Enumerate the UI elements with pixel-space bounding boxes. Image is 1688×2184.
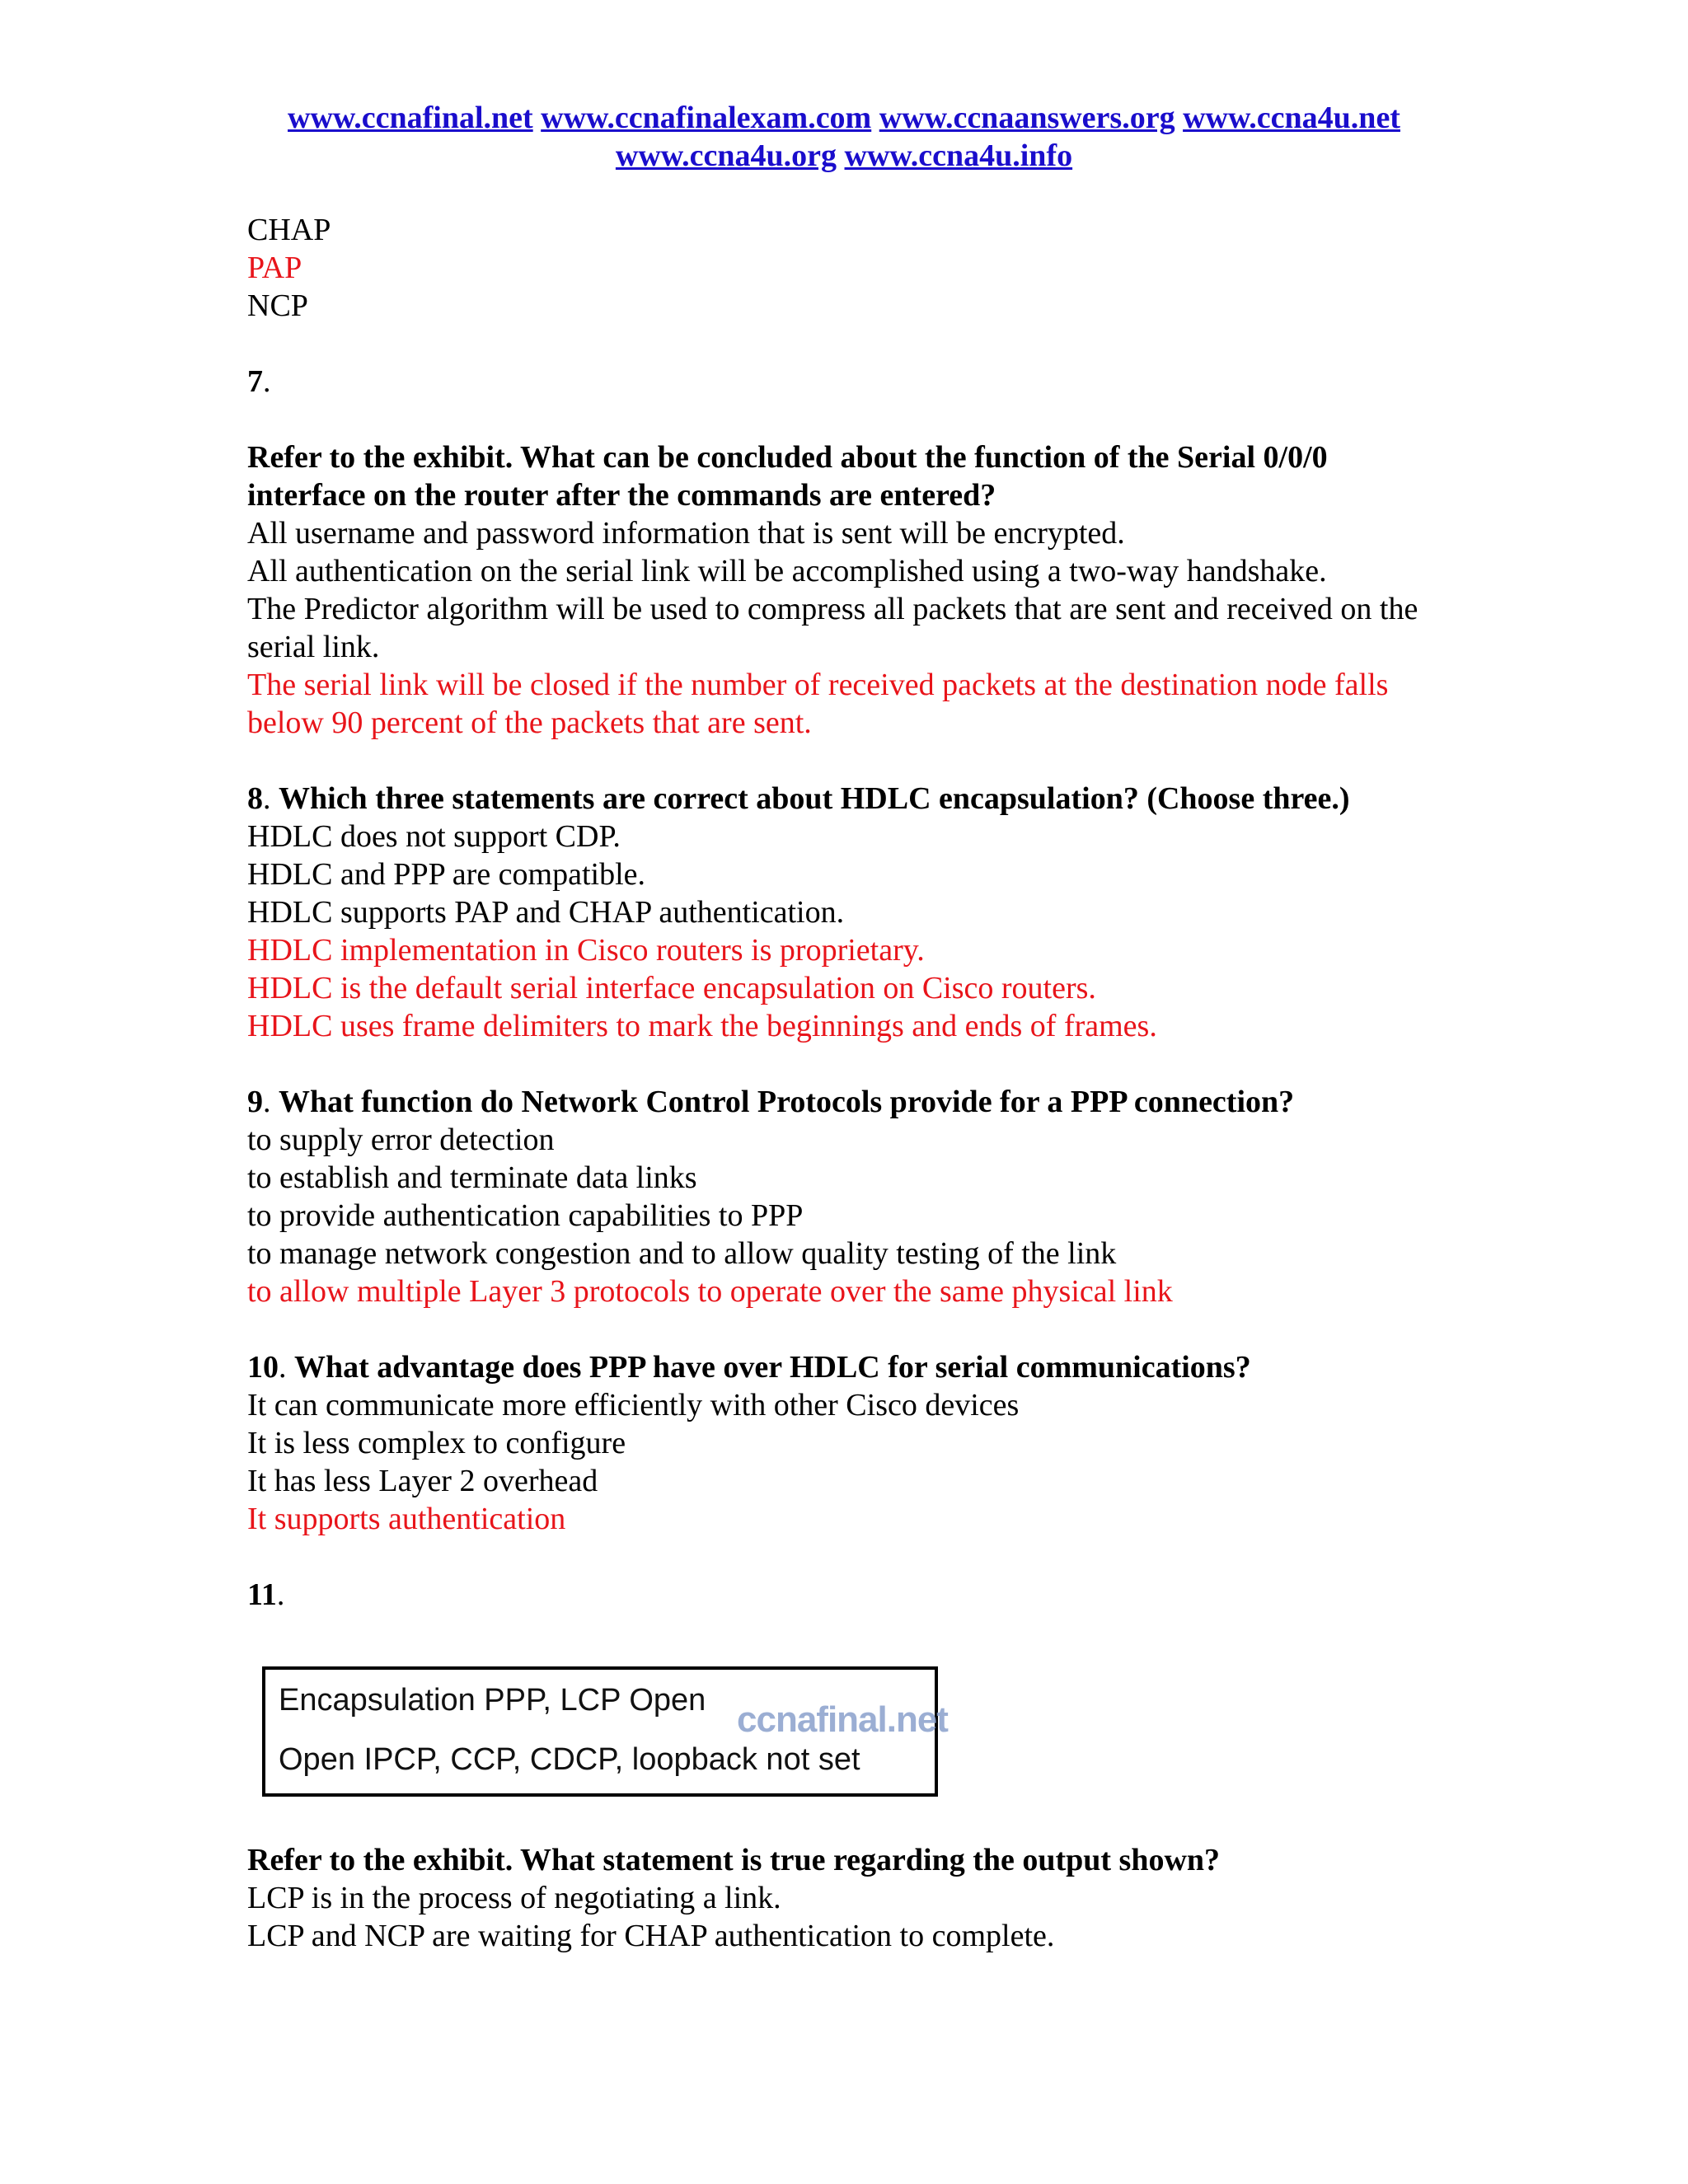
correct-option: HDLC is the default serial interface encapsulation on Cisco routers. <box>247 971 1096 1005</box>
link-ccna4u-net[interactable]: www.ccna4u.net <box>1183 101 1400 135</box>
link-ccnafinalexam-com[interactable]: www.ccnafinalexam.com <box>541 101 872 135</box>
question-number: 7. <box>247 364 271 399</box>
option: LCP and NCP are waiting for CHAP authentication to complete. <box>247 1919 1055 1953</box>
option: HDLC and PPP are compatible. <box>247 857 646 892</box>
link-ccnaanswers-org[interactable]: www.ccnaanswers.org <box>879 101 1175 135</box>
option: The Predictor algorithm will be used to compress all packets that are sent and received on the serial link. <box>247 592 1418 664</box>
question: 10. What advantage does PPP have over HDLC for serial communications? <box>247 1350 1251 1385</box>
option: CHAP <box>247 213 331 247</box>
option: to establish and terminate data links <box>247 1160 697 1195</box>
question-text: Refer to the exhibit. What can be concluded about the function of the Serial 0/0/0 interface on the router after the commands are entered? <box>247 440 1328 513</box>
question-number: 8 <box>247 781 263 816</box>
link-ccna4u-info[interactable]: www.ccna4u.info <box>844 138 1073 173</box>
option: NCP <box>247 288 308 323</box>
exhibit-container <box>247 1614 1451 1803</box>
question-text: Refer to the exhibit. What statement is true regarding the output shown? <box>247 1843 1221 1877</box>
correct-option: HDLC implementation in Cisco routers is proprietary. <box>247 933 925 968</box>
correct-option: It supports authentication <box>247 1502 566 1536</box>
watermark: ccnafinal.net <box>737 1699 948 1740</box>
question-text: Which three statements are correct about HDLC encapsulation? (Choose three.) <box>279 781 1350 816</box>
option: LCP is in the process of negotiating a link. <box>247 1881 781 1915</box>
option: HDLC does not support CDP. <box>247 819 621 854</box>
option: to manage network congestion and to allow quality testing of the link <box>247 1236 1117 1271</box>
document-body <box>247 211 1451 1955</box>
option: All username and password information that is sent will be encrypted. <box>247 516 1125 551</box>
option: All authentication on the serial link will be accomplished using a two-way handshake. <box>247 554 1327 588</box>
question-text: What advantage does PPP have over HDLC for serial communications? <box>294 1350 1251 1385</box>
link-ccnafinal-net[interactable]: www.ccnafinal.net <box>288 101 533 135</box>
question-text: What function do Network Control Protocols provide for a PPP connection? <box>279 1085 1295 1119</box>
link-ccna4u-org[interactable]: www.ccna4u.org <box>615 138 837 173</box>
exhibit-line: Open IPCP, CCP, CDCP, loopback not set <box>279 1742 860 1777</box>
question-number: 11. <box>247 1577 285 1612</box>
header-links <box>0 99 1688 175</box>
question: 9. What function do Network Control Protocols provide for a PPP connection? <box>247 1085 1295 1119</box>
question-number: 10 <box>247 1350 279 1385</box>
option: It has less Layer 2 overhead <box>247 1464 598 1498</box>
exhibit-line: Encapsulation PPP, LCP Open <box>279 1683 706 1718</box>
option: to provide authentication capabilities to PPP <box>247 1198 804 1233</box>
option: to supply error detection <box>247 1122 555 1157</box>
option: It is less complex to configure <box>247 1426 626 1460</box>
correct-option: HDLC uses frame delimiters to mark the beginnings and ends of frames. <box>247 1009 1157 1043</box>
question: 8. Which three statements are correct about HDLC encapsulation? (Choose three.) <box>247 781 1350 816</box>
correct-option: to allow multiple Layer 3 protocols to operate over the same physical link <box>247 1274 1173 1309</box>
question-number: 9 <box>247 1085 263 1119</box>
correct-option: PAP <box>247 251 302 285</box>
option: HDLC supports PAP and CHAP authentication. <box>247 895 845 930</box>
correct-option: The serial link will be closed if the number of received packets at the destination node falls below 90 percent of the packets that are sent. <box>247 668 1389 740</box>
option: It can communicate more efficiently with other Cisco devices <box>247 1388 1020 1422</box>
